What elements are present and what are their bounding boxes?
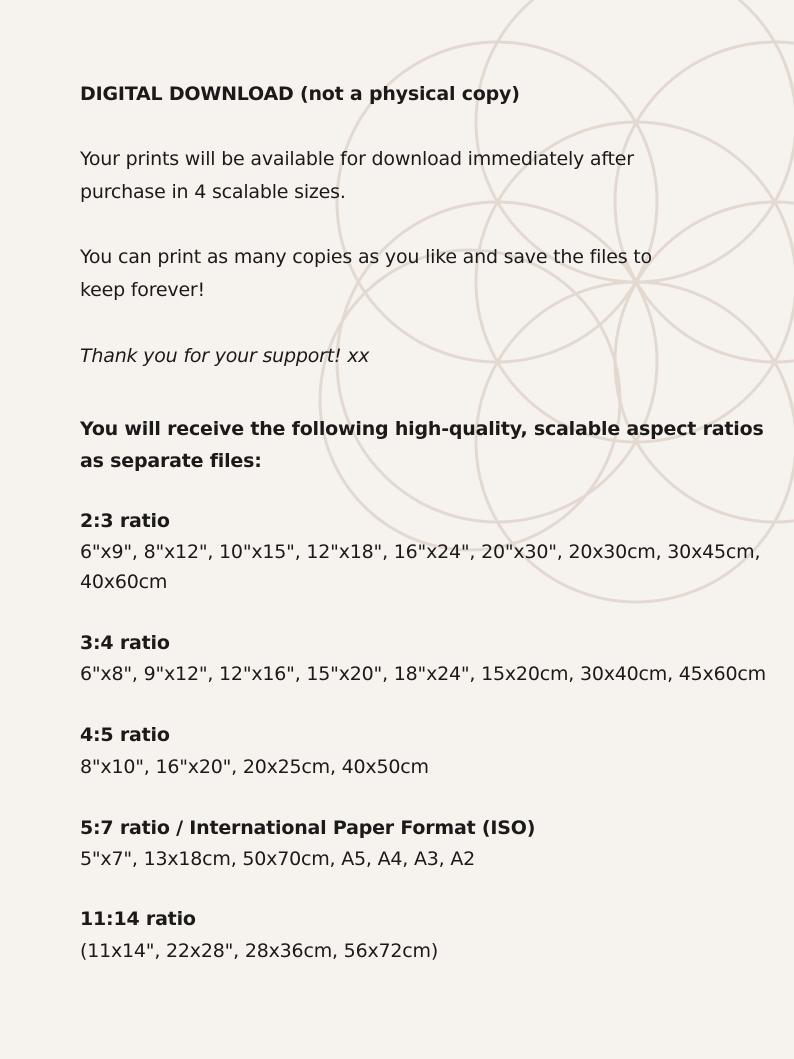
availability-text-line-1: Your prints will be available for download immediately after	[80, 148, 634, 170]
ratio-title-3-4: 3:4 ratio	[80, 632, 170, 654]
decor-circle	[476, 0, 794, 282]
ratio-sizes-3-4: 6"x8", 9"x12", 12"x16", 15"x20", 18"x24", 15x20cm, 30x40cm, 45x60cm	[80, 663, 766, 685]
thank-you-note: Thank you for your support! xx	[80, 345, 370, 367]
ratio-title-2-3: 2:3 ratio	[80, 510, 170, 532]
ratio-sizes-5-7: 5"x7", 13x18cm, 50x70cm, A5, A4, A3, A2	[80, 848, 476, 870]
print-copies-text-line-1: You can print as many copies as you like and save the files to	[80, 246, 652, 268]
download-heading: DIGITAL DOWNLOAD (not a physical copy)	[80, 83, 520, 105]
ratio-title-4-5: 4:5 ratio	[80, 724, 170, 746]
ratio-sizes-2-3-line-1: 6"x9", 8"x12", 10"x15", 12"x18", 16"x24", 20"x30", 20x30cm, 30x45cm,	[80, 541, 761, 563]
ratio-sizes-11-14: (11x14", 22x28", 28x36cm, 56x72cm)	[80, 940, 439, 962]
ratio-title-5-7: 5:7 ratio / International Paper Format (ISO)	[80, 817, 536, 839]
ratio-title-11-14: 11:14 ratio	[80, 908, 196, 930]
ratio-sizes-4-5: 8"x10", 16"x20", 20x25cm, 40x50cm	[80, 756, 429, 778]
receive-heading-line-2: as separate files:	[80, 450, 262, 472]
availability-text-line-2: purchase in 4 scalable sizes.	[80, 181, 346, 203]
receive-heading-line-1: You will receive the following high-quality, scalable aspect ratios	[80, 418, 764, 440]
ratio-sizes-2-3-line-2: 40x60cm	[80, 571, 168, 593]
print-copies-text-line-2: keep forever!	[80, 279, 205, 301]
